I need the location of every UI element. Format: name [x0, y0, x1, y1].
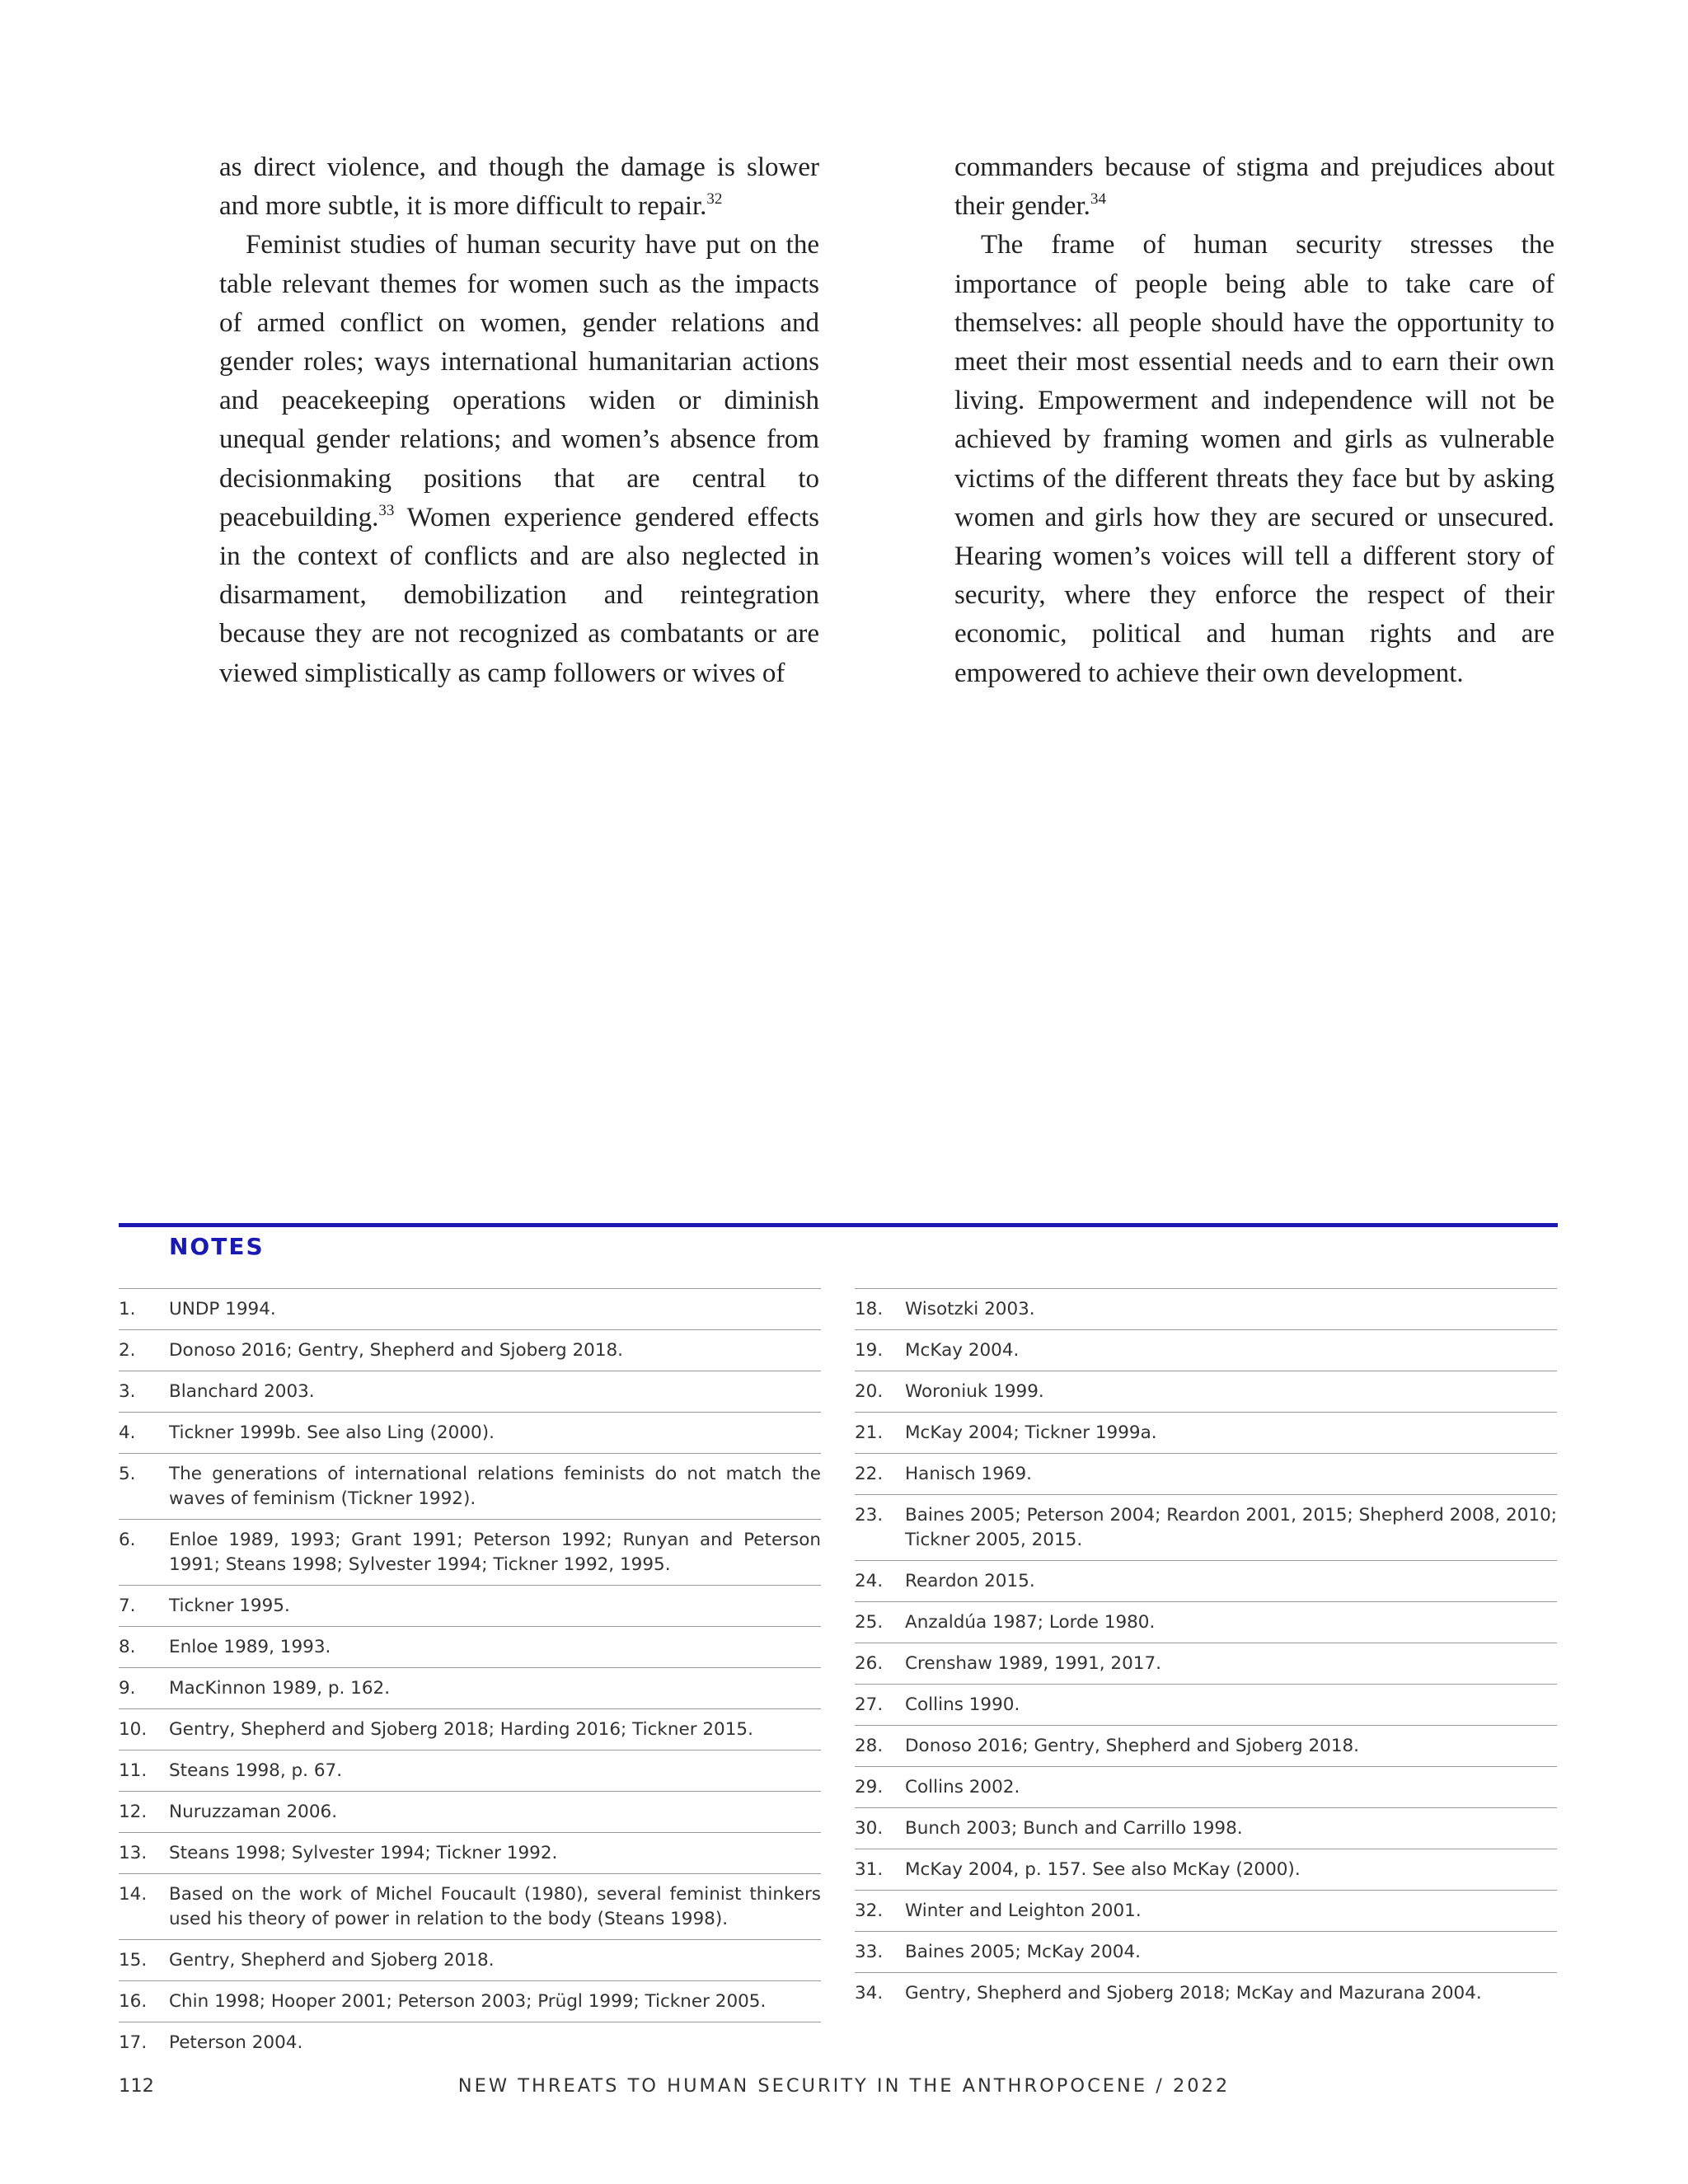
note-text: Winter and Leighton 2001.	[905, 1900, 1142, 1921]
note-item	[855, 1725, 1557, 1766]
note-number: 20.	[855, 1381, 884, 1402]
footnote-marker: 34	[1090, 190, 1106, 209]
notes-column-left	[119, 1288, 821, 2063]
note-text: MacKinnon 1989, p. 162.	[169, 1678, 391, 1699]
note-number: 11.	[119, 1760, 148, 1781]
page-number: 112	[119, 2075, 154, 2097]
note-text: Gentry, Shepherd and Sjoberg 2018.	[169, 1950, 495, 1971]
note-number: 18.	[855, 1299, 884, 1319]
note-number: 27.	[855, 1694, 884, 1715]
note-number: 33.	[855, 1942, 884, 1962]
note-number: 29.	[855, 1777, 884, 1797]
note-item	[119, 1667, 821, 1708]
note-text: Baines 2005; Peterson 2004; Reardon 2001, 2015; Shepherd 2008, 2010; Tickner 2005, 2015.	[905, 1505, 1557, 1550]
note-item	[855, 1931, 1557, 1972]
note-text: Enloe 1989, 1993; Grant 1991; Peterson 1992; Runyan and Peterson 1991; Steans 1998; Sylvester 1994; Tickner 1992, 1995.	[169, 1530, 821, 1575]
note-text: McKay 2004, p. 157. See also McKay (2000).	[905, 1859, 1301, 1880]
notes-column-right	[855, 1288, 1557, 2013]
note-text: Bunch 2003; Bunch and Carrillo 1998.	[905, 1818, 1243, 1839]
note-item	[855, 1972, 1557, 2013]
note-item	[855, 1643, 1557, 1684]
note-number: 5.	[119, 1464, 136, 1484]
note-text: The generations of international relations feminists do not match the waves of feminism (Tickner 1992).	[169, 1464, 821, 1509]
note-number: 26.	[855, 1653, 884, 1674]
note-text: Gentry, Shepherd and Sjoberg 2018; McKay and Mazurana 2004.	[905, 1983, 1482, 2004]
note-number: 34.	[855, 1983, 884, 2004]
note-item	[119, 1873, 821, 1939]
note-item	[855, 1807, 1557, 1849]
note-item	[855, 1601, 1557, 1643]
footnote-marker: 33	[378, 501, 395, 519]
note-text: Anzaldúa 1987; Lorde 1980.	[905, 1612, 1156, 1633]
note-text: Baines 2005; McKay 2004.	[905, 1942, 1141, 1962]
running-title: NEW THREATS TO HUMAN SECURITY IN THE ANTHROPOCENE / 2022	[457, 2075, 1231, 2097]
note-text: Wisotzki 2003.	[905, 1299, 1035, 1319]
note-item	[119, 2022, 821, 2063]
note-number: 2.	[119, 1340, 136, 1361]
note-item	[855, 1684, 1557, 1725]
note-item	[119, 1329, 821, 1371]
paragraph-text: Women experience gendered effects in the context of conflicts and are also neglected in disarmament, demobilization and reintegration because they are not recognized as combatants or are viewed simplistically as camp followers or wives of	[219, 502, 819, 688]
note-item	[855, 1371, 1557, 1412]
paragraph-text: as direct violence, and though the damage is slower and more subtle, it is more difficult to repair.	[219, 152, 819, 222]
note-number: 21.	[855, 1422, 884, 1443]
note-item	[855, 1329, 1557, 1371]
note-number: 6.	[119, 1530, 136, 1550]
note-number: 30.	[855, 1818, 884, 1839]
note-text: Based on the work of Michel Foucault (1980), several feminist thinkers used his theory of power in relation to the body (Steans 1998).	[169, 1884, 821, 1929]
note-text: Enloe 1989, 1993.	[169, 1637, 331, 1657]
note-item	[119, 1939, 821, 1980]
note-text: Nuruzzaman 2006.	[169, 1802, 338, 1822]
note-item	[119, 1585, 821, 1626]
note-number: 24.	[855, 1571, 884, 1591]
note-number: 28.	[855, 1736, 884, 1756]
note-number: 7.	[119, 1596, 136, 1616]
note-item	[119, 1412, 821, 1453]
note-number: 17.	[119, 2032, 148, 2053]
note-number: 19.	[855, 1340, 884, 1361]
note-text: Donoso 2016; Gentry, Shepherd and Sjoberg 2018.	[169, 1340, 624, 1361]
note-item	[119, 1791, 821, 1832]
note-number: 23.	[855, 1505, 884, 1526]
note-text: UNDP 1994.	[169, 1299, 276, 1319]
note-text: Reardon 2015.	[905, 1571, 1035, 1591]
note-text: Steans 1998, p. 67.	[169, 1760, 343, 1781]
body-paragraph	[954, 148, 1554, 226]
note-item	[855, 1560, 1557, 1601]
note-number: 10.	[119, 1719, 148, 1740]
note-number: 15.	[119, 1950, 148, 1971]
note-number: 3.	[119, 1381, 136, 1402]
note-text: McKay 2004.	[905, 1340, 1020, 1361]
note-number: 1.	[119, 1299, 136, 1319]
note-text: Donoso 2016; Gentry, Shepherd and Sjoberg 2018.	[905, 1736, 1360, 1756]
note-text: Crenshaw 1989, 1991, 2017.	[905, 1653, 1161, 1674]
note-item	[119, 1519, 821, 1585]
paragraph-text: Feminist studies of human security have put on the table relevant themes for women such as the impacts of armed conflict on women, gender relations and gender roles; ways international humanitarian actions and peacekeeping operations widen or diminish unequal gender relations; and women’s absence from decisionmaking positions that are central to peacebuilding.	[219, 230, 819, 532]
body-paragraph	[954, 226, 1554, 692]
note-text: Tickner 1999b. See also Ling (2000).	[169, 1422, 495, 1443]
body-column-left	[219, 148, 819, 693]
note-item	[855, 1288, 1557, 1329]
note-item	[119, 1626, 821, 1667]
note-item	[119, 1980, 821, 2022]
note-number: 31.	[855, 1859, 884, 1880]
notes-heading: NOTES	[169, 1233, 265, 1260]
paragraph-text: commanders because of stigma and prejudices about their gender.	[954, 152, 1554, 222]
note-text: Chin 1998; Hooper 2001; Peterson 2003; Prügl 1999; Tickner 2005.	[169, 1991, 767, 2012]
note-number: 8.	[119, 1637, 136, 1657]
note-item	[855, 1453, 1557, 1494]
note-number: 12.	[119, 1802, 148, 1822]
note-number: 13.	[119, 1843, 148, 1863]
note-text: Blanchard 2003.	[169, 1381, 315, 1402]
note-item	[855, 1494, 1557, 1560]
body-paragraph	[219, 226, 819, 692]
notes-divider	[119, 1223, 1558, 1227]
note-number: 14.	[119, 1884, 148, 1905]
note-text: Peterson 2004.	[169, 2032, 303, 2053]
note-text: Hanisch 1969.	[905, 1464, 1032, 1484]
note-text: Gentry, Shepherd and Sjoberg 2018; Harding 2016; Tickner 2015.	[169, 1719, 753, 1740]
note-item	[119, 1708, 821, 1750]
note-number: 9.	[119, 1678, 136, 1699]
note-item	[855, 1849, 1557, 1890]
note-text: Collins 1990.	[905, 1694, 1020, 1715]
note-text: Steans 1998; Sylvester 1994; Tickner 1992.	[169, 1843, 558, 1863]
note-number: 32.	[855, 1900, 884, 1921]
note-text: Collins 2002.	[905, 1777, 1020, 1797]
note-text: Tickner 1995.	[169, 1596, 290, 1616]
footnote-marker: 32	[706, 190, 723, 209]
note-number: 16.	[119, 1991, 148, 2012]
body-column-right	[954, 148, 1554, 693]
note-number: 4.	[119, 1422, 136, 1443]
paragraph-text: The frame of human security stresses the importance of people being able to take care of themselves: all people should have the opportunity to meet their most essential needs and to earn their own living. Empowerment and independence will not be achieved by framing women and girls as vulnerable victims of the different threats they face but by asking women and girls how they are secured or unsecured. Hearing women’s voices will tell a different story of security, where they enforce the respect of their economic, political and human rights and are empowered to achieve their own development.	[954, 230, 1554, 688]
note-text: Woroniuk 1999.	[905, 1381, 1044, 1402]
body-paragraph	[219, 148, 819, 226]
note-item	[119, 1832, 821, 1873]
note-item	[119, 1371, 821, 1412]
note-item	[855, 1766, 1557, 1807]
note-item	[855, 1412, 1557, 1453]
note-item	[119, 1750, 821, 1791]
note-text: McKay 2004; Tickner 1999a.	[905, 1422, 1157, 1443]
note-item	[119, 1288, 821, 1329]
note-number: 22.	[855, 1464, 884, 1484]
note-number: 25.	[855, 1612, 884, 1633]
note-item	[855, 1890, 1557, 1931]
note-item	[119, 1453, 821, 1519]
